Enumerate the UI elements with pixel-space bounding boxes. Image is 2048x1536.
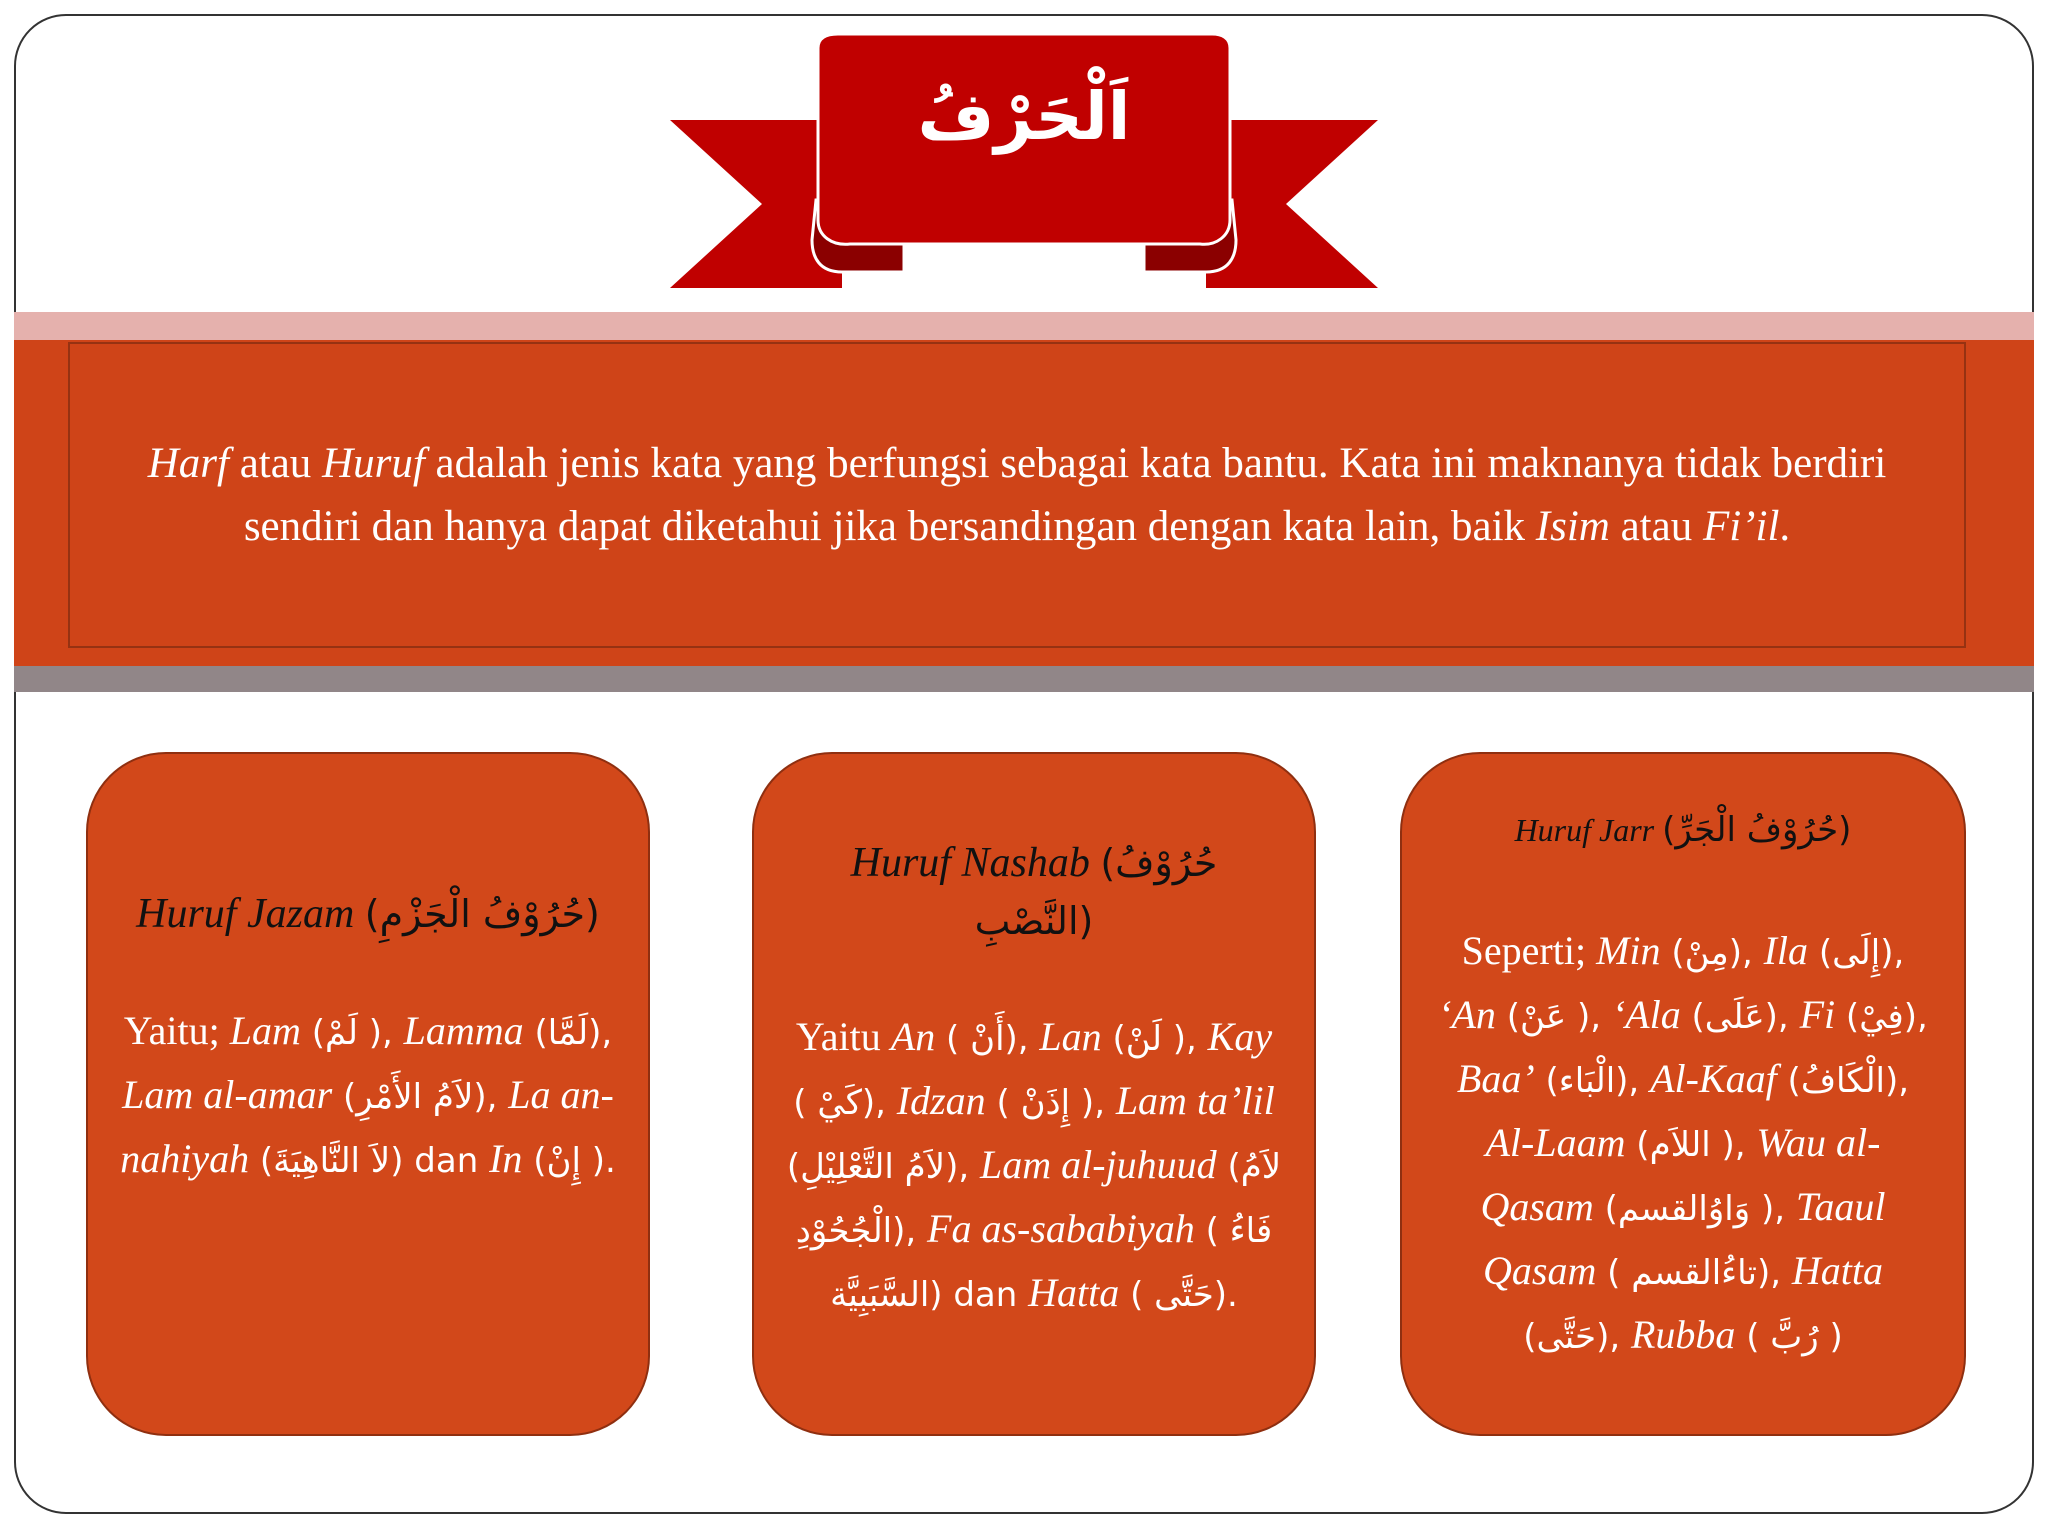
body-term: Fi: [1799, 992, 1836, 1037]
card-title-latin: Huruf Nashab: [850, 840, 1090, 886]
body-arabic: (إِلَى),: [1808, 933, 1905, 973]
card-body: [120, 1000, 616, 1192]
card-huruf-jazam: [86, 752, 650, 1436]
body-term: Baa’: [1456, 1056, 1535, 1101]
body-arabic: ( حَتَّى).: [1119, 1275, 1238, 1315]
gray-divider: [14, 666, 2034, 692]
definition-text: [100, 432, 1934, 558]
body-term: Al-Laam: [1485, 1120, 1626, 1165]
body-term: Lam: [229, 1008, 301, 1053]
body-arabic: ( كَيْ),: [793, 1083, 897, 1123]
body-term: Taaul Qasam: [1482, 1184, 1886, 1293]
term-isim: Isim: [1535, 503, 1610, 550]
body-term: Lamma: [403, 1008, 524, 1053]
body-arabic: (مِنْ),: [1660, 933, 1764, 973]
card-title: [786, 834, 1282, 950]
card-title-arabic: (حُرُوْفُ الْجَرِّ): [1662, 810, 1852, 850]
body-arabic: (فِيْ),: [1835, 997, 1928, 1037]
body-term: ‘Ala: [1611, 992, 1681, 1037]
card-title-latin: Huruf Jazam: [136, 891, 355, 937]
body-arabic: (لَمْ ),: [300, 1013, 404, 1053]
body-term: Hatta: [1791, 1248, 1884, 1293]
def-text-2: atau: [228, 440, 323, 487]
body-text: Yaitu: [795, 1014, 891, 1059]
body-arabic: ( إِذَنْ ),: [985, 1083, 1116, 1123]
body-term: Min: [1596, 928, 1661, 973]
body-term: Al-Kaaf: [1650, 1056, 1777, 1101]
body-arabic: (لاَمُ التَّعْلِيْلِ),: [786, 1147, 980, 1187]
body-arabic: (حَتَّى),: [1523, 1317, 1631, 1357]
body-arabic: (لَمَّا),: [523, 1013, 613, 1053]
body-term: Lam al-juhuud: [979, 1142, 1217, 1187]
body-term: Kay: [1207, 1014, 1273, 1059]
body-arabic: (اللاَم ),: [1625, 1125, 1757, 1165]
def-text-4: atau: [1609, 503, 1703, 550]
body-term: Lam ta’lil: [1115, 1078, 1275, 1123]
card-title: [1434, 806, 1932, 854]
term-harf: Harf: [147, 440, 229, 487]
def-text-5: .: [1779, 503, 1791, 550]
body-arabic: (لاَمُ الْجُحُوْدِ),: [795, 1147, 1282, 1251]
card-title-arabic: (حُرُوْفُ النَّصْبِ): [974, 841, 1218, 943]
body-arabic: (لاَ النَّاهِيَةَ) dan: [249, 1141, 490, 1181]
body-term: Lam al-amar: [122, 1072, 333, 1117]
definition-box: [68, 342, 1966, 648]
body-term: Fa as-sababiyah: [927, 1206, 1195, 1251]
pink-divider: [14, 312, 2034, 340]
body-arabic: (لَنْ ),: [1101, 1019, 1208, 1059]
body-term: Wau al-Qasam: [1480, 1120, 1881, 1229]
body-term: Ila: [1763, 928, 1809, 973]
body-term: Hatta: [1028, 1270, 1120, 1315]
body-arabic: (وَاوُالقسم ),: [1593, 1189, 1796, 1229]
term-fiil: Fi’il: [1702, 503, 1780, 550]
banner-title: اَلْحَرْفُ: [917, 77, 1131, 155]
card-body: [1434, 920, 1932, 1368]
body-term: ‘An: [1438, 992, 1496, 1037]
body-arabic: (لاَمُ الأَمْرِ),: [332, 1077, 509, 1117]
card-huruf-jarr: [1400, 752, 1966, 1436]
body-arabic: (الْبَاء),: [1534, 1061, 1651, 1101]
body-term: Idzan: [896, 1078, 986, 1123]
card-title: [120, 884, 616, 944]
body-arabic: (الْكَافُ),: [1776, 1061, 1910, 1101]
body-term: An: [890, 1014, 936, 1059]
body-arabic: (عَنْ ),: [1495, 997, 1612, 1037]
body-arabic: ( رُبَّ ): [1735, 1317, 1843, 1357]
card-huruf-nashab: [752, 752, 1316, 1436]
body-term: In: [489, 1136, 523, 1181]
card-title-latin: Huruf Jarr: [1514, 812, 1655, 848]
body-text: Seperti;: [1461, 928, 1597, 973]
body-arabic: (إِنْ ).: [522, 1141, 616, 1181]
def-text-3: adalah jenis kata yang berfungsi sebagai kata bantu. Kata ini maknanya tidak berdiri sendiri dan hanya dapat diketahui jika bersandingan dengan kata lain, baik: [243, 440, 1887, 550]
body-term: La an-nahiyah: [120, 1072, 614, 1181]
card-title-arabic: (حُرُوْفُ الْجَزْمِ): [364, 892, 600, 936]
body-term: Lan: [1039, 1014, 1102, 1059]
body-text: Yaitu;: [123, 1008, 230, 1053]
body-arabic: ( أَنْ),: [935, 1019, 1040, 1059]
card-body: [786, 1006, 1282, 1326]
term-huruf: Huruf: [322, 440, 425, 487]
body-arabic: ( تاءُالقسم),: [1596, 1253, 1792, 1293]
body-arabic: ( فَاءُ السَّبَبِيَّة) dan: [830, 1211, 1273, 1315]
body-arabic: (عَلَى),: [1680, 997, 1800, 1037]
body-term: Rubba: [1630, 1312, 1736, 1357]
